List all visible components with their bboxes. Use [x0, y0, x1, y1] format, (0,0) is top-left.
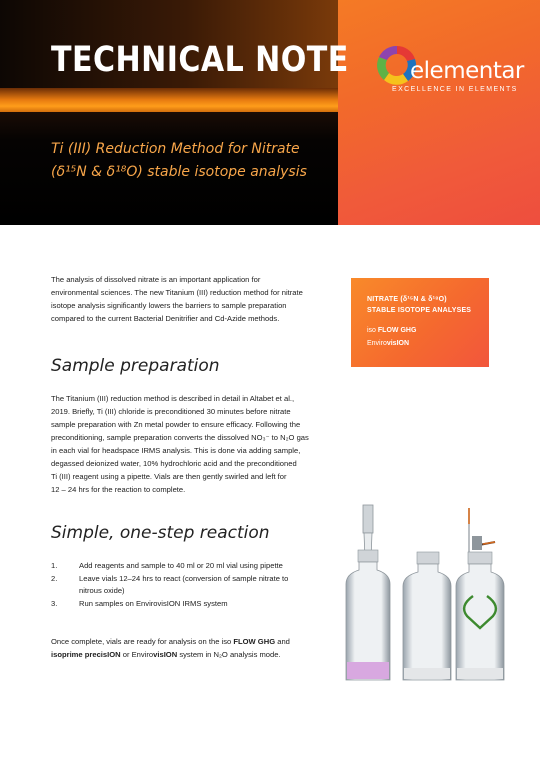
text-line: sample preparation with Zn metal powder to ensure efficacy. Following the — [51, 420, 301, 429]
text-line: preconditioning, sample preparation converts the dissolved NO₃⁻ to N₂O gas — [51, 433, 309, 442]
subtitle-line: Ti (III) Reduction Method for Nitrate — [51, 141, 300, 157]
info-box-line: NITRATE (δ¹⁵N & δ¹⁸O) — [367, 296, 447, 303]
header-banner — [0, 0, 338, 225]
text-line: environmental sciences. The new Titanium (III) reduction method for nitrate — [51, 288, 303, 297]
sample-preparation-paragraph — [51, 392, 325, 496]
vial-with-sample-icon — [346, 550, 390, 680]
reaction-steps-list — [51, 560, 331, 610]
text-line: compared to the current Bacterial Denitrifier and Cd-Azide methods. — [51, 314, 280, 323]
page-title: TECHNICAL NOTE — [51, 40, 349, 80]
text-line: Once complete, vials are ready for analysis on the iso FLOW GHG and — [51, 637, 290, 646]
text-line: isoprime precisION or EnvirovisION system in N₂O analysis mode. — [51, 650, 281, 659]
list-item — [51, 560, 331, 573]
text-line: 12 – 24 hrs for the reaction to complete. — [51, 485, 186, 494]
list-item — [51, 598, 331, 611]
text-line: degassed deionized water, 10% hydrochloric acid and the preconditioned — [51, 459, 297, 468]
vial-reacting-icon — [403, 552, 451, 680]
product-name-iso-flow: iso FLOW GHG — [367, 327, 417, 334]
step-number: 1. — [51, 561, 58, 570]
step-number: 3. — [51, 598, 58, 608]
header-orange-band — [0, 88, 338, 114]
list-item — [51, 573, 331, 598]
intro-paragraph — [51, 273, 325, 325]
text-line: Ti (III) reagent using a pipette. Vials are then gently swirled and left for — [51, 472, 287, 481]
step-number: 2. — [51, 573, 58, 583]
subtitle-line: (δ¹⁵N & δ¹⁸O) stable isotope analysis — [51, 164, 307, 180]
step-text: Leave vials 12–24 hrs to react (conversion of sample nitrate to — [79, 573, 289, 583]
section-heading-reaction: Simple, one-step reaction — [51, 523, 270, 543]
product-name-envirovision: EnvirovisION — [367, 340, 410, 347]
text-line: isotope analysis significantly lowers the barriers to sample preparation — [51, 301, 287, 310]
product-info-box — [351, 278, 489, 367]
page-subtitle — [51, 138, 321, 184]
text-line: The analysis of dissolved nitrate is an important application for — [51, 275, 261, 284]
section-heading-sample-preparation: Sample preparation — [51, 356, 220, 376]
text-line: The Titanium (III) reduction method is described in detail in Altabet et al., — [51, 394, 295, 403]
step-text: Add reagents and sample to 40 ml or 20 ml vial using pipette — [79, 561, 283, 570]
text-line: 2019. Briefly, Ti (III) chloride is preconditioned 30 minutes before nitrate — [51, 407, 291, 416]
info-box-line: STABLE ISOTOPE ANALYSES — [367, 307, 472, 314]
vials-illustration — [345, 500, 520, 685]
closing-paragraph — [51, 635, 296, 661]
header-brand-panel — [338, 0, 540, 225]
step-text: Run samples on EnvirovisION IRMS system — [79, 598, 228, 608]
brand-tagline: EXCELLENCE IN ELEMENTS — [392, 86, 518, 93]
vial-analysis-icon — [456, 508, 504, 680]
text-line: in each vial for headspace IRMS analysis. This is done via adding sample, — [51, 446, 301, 455]
step-text: nitrous oxide) — [79, 586, 125, 595]
brand-name: elementar — [410, 58, 524, 84]
